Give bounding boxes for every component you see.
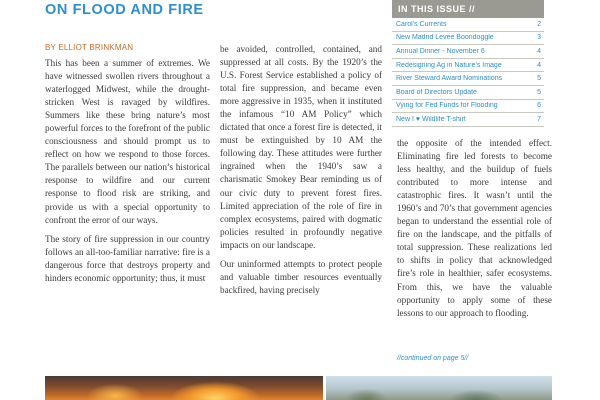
toc-item[interactable] xyxy=(392,18,544,32)
toc-item-page: 4 xyxy=(537,47,541,55)
toc-item[interactable] xyxy=(392,100,544,114)
continued-on-link[interactable]: //continued on page 5// xyxy=(397,355,469,362)
article-paragraph: This has been a summer of extremes. We have witnessed swollen rivers throughout a waterlogged Midwest, while the drought-stricken West is ravaged by wildfires. Summers like these bring nature’s most powerful forces to the forefront of the public consciousness and should prompt us to reflect on how we respond to those forces. The parallels between our nation’s historical response to wildfire and our current response to flood risk are striking, and provide us with a special opportunity to confront the error of our ways. xyxy=(45,58,210,225)
article-paragraph: the opposite of the intended effect. Eliminating fire led forests to become less healthy, and the buildup of fuels contributed to more intense and catastrophic fires. It wasn’t until the 1960’s and 70’s that government agencies began to understand the essential role of fire on the landscape, and the pitfalls of total suppression. These realizations led to shifts in policy that acknowledged fire’s role in healthier, safer ecosystems. From this, we have the valuable opportunity to apply some of these lessons to our approach to flooding. xyxy=(397,138,552,318)
toc-item-page: 4 xyxy=(537,61,541,69)
article-paragraph: Our uninformed attempts to protect people and valuable timber resources eventually backfired, having precisely xyxy=(220,259,382,296)
toc-item[interactable] xyxy=(392,32,544,46)
toc-item[interactable] xyxy=(392,59,544,73)
forest-photo xyxy=(326,376,552,400)
article-column-2 xyxy=(220,43,382,370)
toc-item-page: 5 xyxy=(537,88,541,96)
toc-item-title: River Steward Award Nominations xyxy=(396,75,503,83)
toc-item-title: Redesigning Ag in Nature’s Image xyxy=(396,61,502,69)
toc-item-title: New Madrid Levee Boondoggle xyxy=(396,34,494,42)
toc-item[interactable] xyxy=(392,113,544,127)
toc-item[interactable] xyxy=(392,45,544,59)
toc-item-page: 3 xyxy=(537,34,541,42)
toc-header: IN THIS ISSUE // xyxy=(392,0,544,18)
toc-item[interactable] xyxy=(392,86,544,100)
toc-item-title: Carol’s Currents xyxy=(396,20,447,28)
wildfire-photo xyxy=(45,376,323,400)
article-paragraph: be avoided, controlled, contained, and suppressed at all costs. By the 1920’s the U.S. Forest Service established a policy of total fire suppression, and became even more aggressive in 1935, when it instituted the infamous “10 AM Policy” which dictated that once a forest fire is detected, it must be extinguished by 10 AM the following day. These attitudes were further ingrained when the 1940’s saw a charismatic Smokey Bear reminding us of our civic duty to prevent forest fires. Limited appreciation of the role of fire in complex ecosystems, paired with dogmatic policies resulted in profoundly negative impacts on our landscape. xyxy=(220,44,382,250)
article-column-3 xyxy=(397,137,552,377)
toc-item-page: 7 xyxy=(537,115,541,123)
article-paragraph: The story of fire suppression in our country follows an all-too-familiar narrative: fire is a dangerous force that destroys property and hinders economic opportunity; thus, it must xyxy=(45,234,210,284)
toc-item-page: 6 xyxy=(537,102,541,110)
in-this-issue-box xyxy=(392,0,544,132)
toc-item-title: New I ♥ Wildlife T-shirt xyxy=(396,115,466,123)
toc-item-page: 5 xyxy=(537,75,541,83)
toc-item-page: 2 xyxy=(537,20,541,28)
toc-item[interactable] xyxy=(392,72,544,86)
article-column-1 xyxy=(45,57,210,367)
toc-item-title: Annual Dinner - November 6 xyxy=(396,47,485,55)
toc-item-title: Board of Directors Update xyxy=(396,88,477,96)
article-headline: ON FLOOD AND FIRE xyxy=(45,2,204,18)
toc-item-title: Vying for Fed Funds for Flooding xyxy=(396,102,498,110)
article-byline: BY ELLIOT BRINKMAN xyxy=(45,43,134,52)
